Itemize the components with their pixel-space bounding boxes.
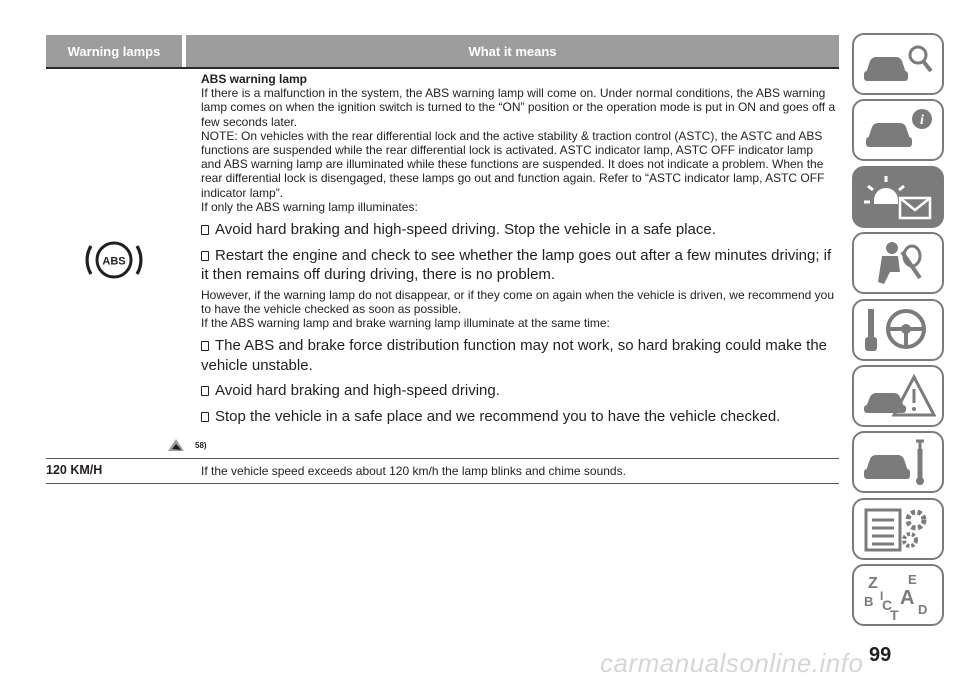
page-number: 99 bbox=[869, 644, 892, 666]
list-item: Avoid hard braking and high-speed driving. bbox=[201, 381, 836, 401]
speed-lamp-label: 120 KM/H bbox=[46, 463, 103, 477]
svg-text:I: I bbox=[880, 589, 884, 604]
svg-text:D: D bbox=[918, 602, 928, 618]
tab-safety[interactable] bbox=[852, 232, 944, 294]
warning-reference bbox=[167, 438, 207, 452]
bullet-icon bbox=[201, 386, 209, 396]
abs-title: ABS warning lamp bbox=[201, 72, 308, 86]
svg-text:i: i bbox=[920, 113, 924, 129]
chapter-tabs bbox=[852, 33, 944, 631]
bullet-icon bbox=[201, 225, 209, 235]
svg-text:T: T bbox=[890, 607, 899, 621]
tab-knowing-vehicle[interactable] bbox=[852, 33, 944, 95]
warning-lamp-message-icon bbox=[860, 172, 936, 222]
abs-paragraph-1: If there is a malfunction in the system, the ABS warning lamp will come on. Under normal conditions, the ABS warning lamp comes on when the ignition switch is turned to the “ON” position or the operation mode is put in ON and goes off a few seconds later. bbox=[201, 86, 836, 129]
abs-warning-lamp-icon bbox=[81, 227, 147, 293]
tab-emergency[interactable] bbox=[852, 365, 944, 427]
bullet-icon bbox=[201, 412, 209, 422]
car-search-icon bbox=[860, 39, 936, 89]
abs-note-paragraph: NOTE: On vehicles with the rear differential lock and the active stability & traction control (ASTC), the ASTC and ABS functions are suspended while the rear differential lock is activated. ASTC indicator lamp, ASTC OFF indicator lamp and ABS warning lamp are illuminated while these functions are suspended. It does not indicate a problem. When the rear differential lock is disengaged, these lamps go out and function again. Refer to “ASTC indicator lamp, ASTC OFF indicator lamp”. bbox=[201, 128, 825, 200]
specifications-gear-icon bbox=[860, 504, 936, 554]
abs-only-lamp-intro: If only the ABS warning lamp illuminates: bbox=[201, 199, 418, 214]
row-divider bbox=[46, 483, 839, 484]
abs-paragraph-however: However, if the warning lamp do not disappear, or if they come on again when the vehicle is driven, we recommend you to have the vehicle checked as soon as possible. bbox=[201, 287, 835, 316]
watermark: carmanualsonline.info bbox=[600, 648, 864, 678]
svg-text:E: E bbox=[908, 572, 917, 588]
car-accident-warning-icon bbox=[860, 371, 936, 421]
tab-maintenance[interactable] bbox=[852, 431, 944, 493]
alphabetical-index-icon bbox=[860, 570, 936, 620]
key-steering-wheel-icon bbox=[860, 305, 936, 355]
car-info-icon bbox=[860, 105, 936, 155]
svg-text:A: A bbox=[900, 587, 915, 610]
abs-both-lamps-intro: If the ABS warning lamp and brake warning lamp illuminate at the same time: bbox=[201, 315, 610, 330]
svg-text:C: C bbox=[882, 597, 893, 614]
list-item: The ABS and brake force distribution function may not work, so hard braking could make the vehicle unstable. bbox=[201, 337, 827, 374]
header-rule bbox=[46, 67, 839, 69]
list-item: Restart the engine and check to see whether the lamp goes out after a few minutes driving; if it then remains off during driving, there is no problem. bbox=[201, 246, 832, 284]
tab-starting-driving[interactable] bbox=[852, 299, 944, 361]
warning-ref-number: 58) bbox=[195, 440, 207, 450]
speed-lamp-description: If the vehicle speed exceeds about 120 km/h the lamp blinks and chime sounds. bbox=[201, 464, 626, 478]
abs-description bbox=[201, 72, 836, 429]
abs-icon-label: ABS bbox=[102, 255, 126, 268]
column-header-warning-lamps: Warning lamps bbox=[46, 35, 182, 67]
row-divider bbox=[46, 458, 839, 459]
svg-text:Z: Z bbox=[868, 575, 878, 593]
car-maintenance-icon bbox=[860, 437, 936, 487]
bullet-icon bbox=[201, 251, 209, 261]
column-header-what-it-means: What it means bbox=[186, 35, 839, 67]
tab-technical-data[interactable] bbox=[852, 498, 944, 560]
bullet-icon bbox=[201, 341, 209, 351]
tab-index[interactable] bbox=[852, 564, 944, 626]
tab-warning-lamps[interactable] bbox=[852, 166, 944, 228]
list-item: Stop the vehicle in a safe place and we recommend you to have the vehicle checked. bbox=[201, 407, 836, 427]
tab-vehicle-info[interactable] bbox=[852, 99, 944, 161]
airbag-safety-icon bbox=[860, 238, 936, 288]
list-item: Avoid hard braking and high-speed driving. Stop the vehicle in a safe place. bbox=[201, 220, 836, 240]
svg-text:B: B bbox=[864, 594, 874, 610]
warning-hand-icon bbox=[167, 438, 185, 452]
